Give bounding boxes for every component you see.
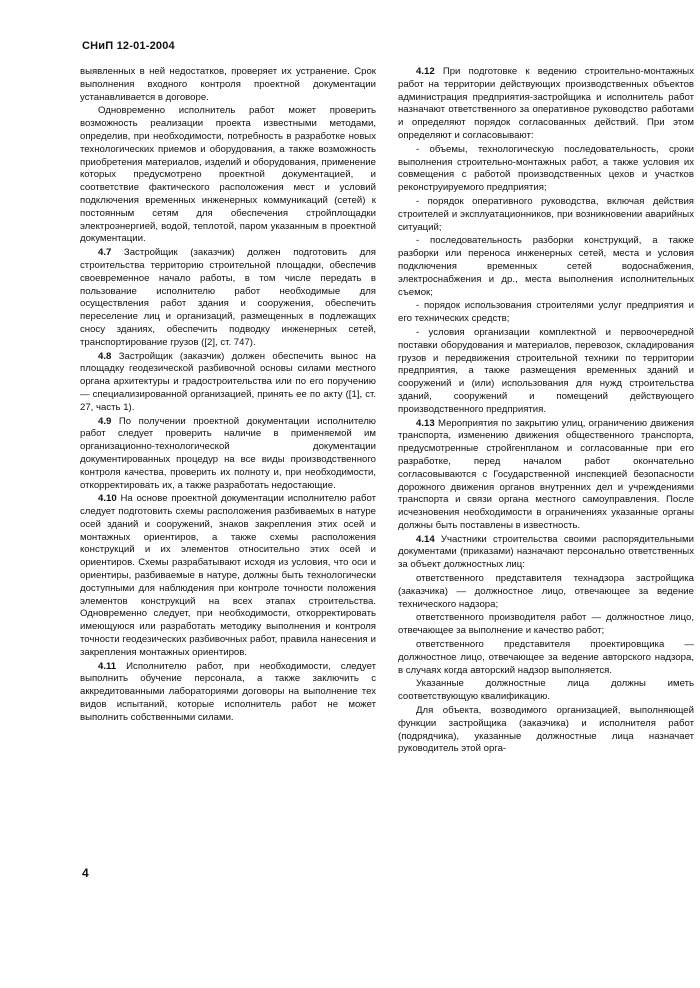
paragraph: [398, 612, 694, 638]
clause-number: 4.8: [98, 350, 112, 362]
paragraph-text: - порядок оперативного руководства, включая действия строителей и эксплуатационников, при возникновении аварийных ситуаций;: [398, 195, 694, 233]
list-item: [398, 235, 694, 299]
page-number: 4: [82, 866, 89, 880]
paragraph-text: - последовательность разборки конструкций, а также разборки или переноса инженерных сетей, места и условия подключения временных сетей водоснабжения, электроснабжения и др., места выполнения исполнительных съемок;: [398, 235, 694, 298]
paragraph: [80, 66, 376, 104]
paragraph-text: выявленных в ней недостатков, проверяет их устранение. Срок выполнения входного контроля проектной документации устанавливается в договоре.: [80, 66, 376, 103]
document-code-header: СНиП 12-01-2004: [82, 40, 175, 52]
clause-4-9: [80, 416, 376, 493]
left-text-column: [80, 66, 376, 726]
paragraph-text: Застройщик (заказчик) должен обеспечить вынос на площадку геодезической разбивочной основы силами местного органа архитектуры и градостроительства или по его поручению — специализированной организацией, принять ее по акту ([1], ст. 27, часть 1).: [80, 350, 376, 413]
paragraph-text: - объемы, технологическую последовательность, сроки выполнения строительно-монтажных работ, а также условия их совмещения с работой производственных цехов и участков реконструируемого предприятия;: [398, 143, 694, 194]
paragraph-text: ответственного производителя работ — должностное лицо, отвечающее за выполнение и качество работ;: [398, 612, 694, 637]
paragraph-text: Застройщик (заказчик) должен подготовить для строительства территорию строительной площадки, обеспечив своевременное начало работы, в том числе передать в пользование исполнителю работ необходимые для осуществления работ здания и сооружения, обеспечить переселение лиц и организаций, размещенных в подлежащих сносу зданиях, обеспечить подводку инженерных сетей, транспортирование грузов ([2], ст. 747).: [80, 247, 376, 348]
paragraph: [398, 705, 694, 756]
list-item: [398, 144, 694, 195]
paragraph-text: Участники строительства своими распорядительными документами (приказами) назначают персонально ответственных за объект должностных лиц:: [398, 533, 694, 571]
list-item: [398, 196, 694, 234]
paragraph: [80, 105, 376, 246]
clause-number: 4.12: [416, 66, 435, 77]
right-text-column: [398, 66, 694, 757]
list-item: [398, 300, 694, 326]
clause-4-7: [80, 247, 376, 349]
clause-4-10: [80, 493, 376, 659]
clause-number: 4.13: [416, 417, 435, 429]
clause-4-8: [80, 351, 376, 415]
paragraph-text: Мероприятия по закрытию улиц, ограничению движения транспорта, изменению движения общественного транспорта, предусмотренные стройгенпланом и согласованные при его разработке, перед началом работ окончательно согласовываются с Государственной инспекцией безопасности дорожного движения органов внутренних дел и учреждениями транспорта и связи органа местного самоуправления. После исчезновения необходимости в ограничениях указанные органы должны быть поставлены в известность.: [398, 417, 694, 531]
paragraph-text: Для объекта, возводимого организацией, выполняющей функции застройщика (заказчика) и исполнителя работ (подрядчика), указанные должностные лица назначает руководитель этой орга-: [398, 705, 694, 755]
paragraph-text: На основе проектной документации исполнителю работ следует подготовить схемы расположения разбиваемых в натуре осей зданий и сооружений, знаков закрепления этих осей и монтажных ориентиров, а также схемы расположения конструкций и их элементов относительно этих осей и ориентиров. Схемы разрабатывают исходя из условия, что оси и ориентиры, разбиваемые в натуре, должны быть технологически доступными для наблюдения при контроле точности положения элементов конструкций на всех этапах строительства. Одновременно следует, при необходимости, откорректировать имеющуюся или разработать методику выполнения и контроля точности геодезических разбивочных работ, правила нанесения и закрепления монтажных ориентиров.: [80, 493, 376, 658]
clause-4-11: [80, 661, 376, 725]
clause-number: 4.14: [416, 533, 435, 545]
paragraph-text: Указанные должностные лица должны иметь соответствующую квалификацию.: [398, 678, 694, 703]
paragraph: [398, 639, 694, 677]
clause-4-14: [398, 534, 694, 572]
clause-number: 4.11: [98, 660, 117, 672]
paragraph-text: ответственного представителя технадзора застройщика (заказчика) — должностное лицо, отвечающее за ведение технического надзора;: [398, 573, 694, 610]
paragraph-text: - порядок использования строителями услуг предприятия и его технических средств;: [398, 300, 694, 325]
clause-4-12: [398, 66, 694, 143]
list-item: [398, 327, 694, 417]
clause-number: 4.10: [98, 493, 117, 505]
paragraph-text: ответственного представителя проектировщика — должностное лицо, отвечающее за ведение авторского надзора, в случаях когда авторский надзор выполняется.: [398, 639, 694, 676]
paragraph-text: Исполнителю работ, при необходимости, следует выполнить обучение персонала, а также заключить с аккредитованными лабораториями договоры на выполнение тех видов испытаний, которые исполнитель работ не может выполнить собственными силами.: [80, 660, 376, 723]
paragraph-text: По получении проектной документации исполнителю работ следует проверить наличие в применяемой им организационно-технологической документации документированных процедур на все виды производственного контроля качества, проверить их полноту и, при необходимости, откорректировать их, а также разработать недостающие.: [80, 415, 376, 491]
paragraph-text: При подготовке к ведению строительно-монтажных работ на территории действующих производственных объектов администрация предприятия-застройщика и исполнитель работ назначают ответственного за оперативное руководство работами и определяют порядок согласованных действий. При этом определяют и согласовывают:: [398, 66, 694, 141]
paragraph-text: - условия организации комплектной и первоочередной поставки оборудования и материалов, перевозок, складирования грузов и передвижения строительной техники по территории предприятия, а также размещения временных зданий и сооружений и (или) использования для нужд строительства зданий, сооружений и помещений действующего производственного предприятия.: [398, 326, 694, 415]
paragraph: [398, 573, 694, 611]
clause-4-13: [398, 418, 694, 533]
clause-number: 4.7: [98, 247, 112, 259]
paragraph-text: Одновременно исполнитель работ может проверить возможность реализации проекта известными методами, определив, при необходимости, потребность в разработке новых технологических приемов и оборудования, а также возможность приобретения материалов, изделий и оборудования, применение которых предусмотрено проектной документацией, и соответствие фактического расположения мест и условий подключения временных инженерных коммуникаций (сетей) к постоянным сетям для обеспечения стройплощадки электроэнергией, водой, теплотой, паром указанным в проектной документации.: [80, 105, 376, 245]
paragraph: [398, 678, 694, 704]
clause-number: 4.9: [98, 415, 112, 427]
